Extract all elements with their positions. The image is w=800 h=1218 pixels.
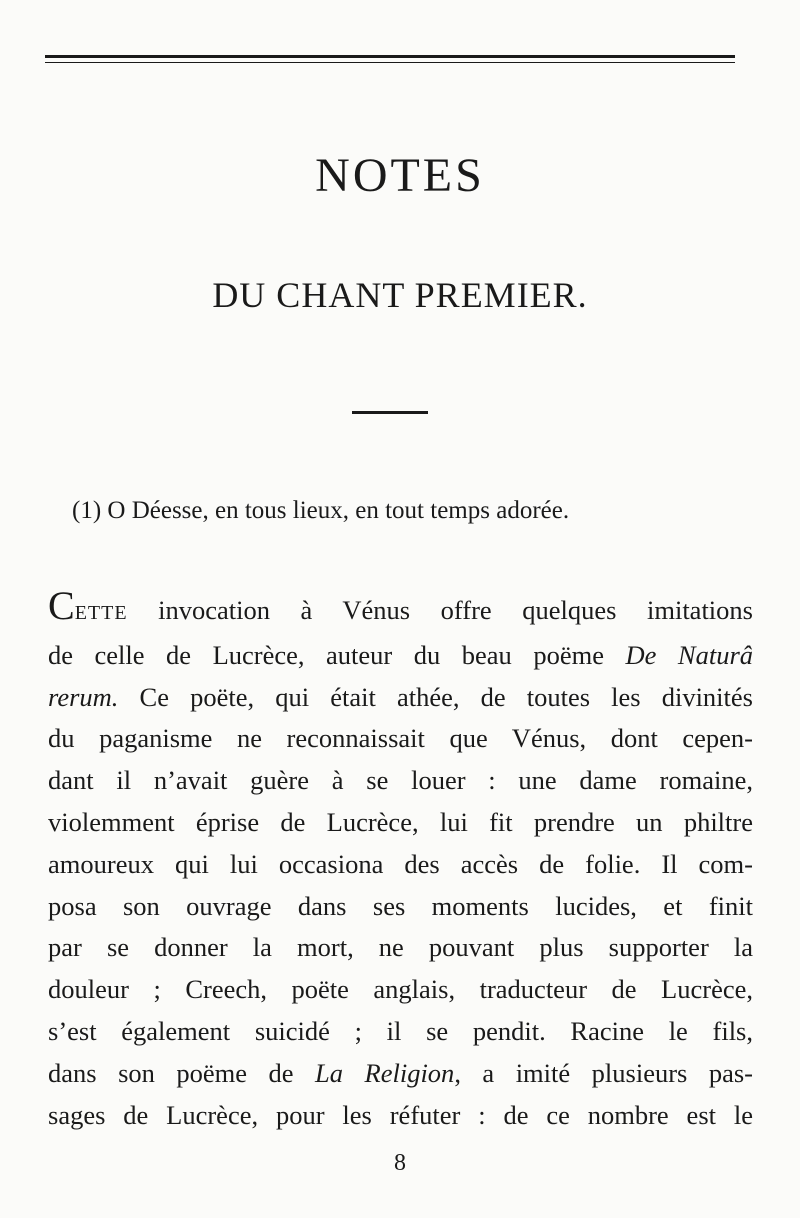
body-line-12: dans son poëme de La Religion, a imité plusieurs pas- (48, 1057, 753, 1088)
body-line-13: sages de Lucrèce, pour les réfuter : de ce nombre est le (48, 1099, 753, 1130)
body-line-5: dant il n’avait guère à se louer : une dame romaine, (48, 765, 753, 796)
body-line-11: s’est également suicidé ; il se pendit. Racine le fils, (48, 1015, 753, 1046)
page-subtitle: DU CHANT PREMIER. (212, 275, 588, 315)
body-line-3: rerum. Ce poëte, qui était athée, de toutes les divinités (48, 681, 753, 712)
header-rule-thick (45, 55, 735, 58)
body-line-6: violemment éprise de Lucrèce, lui fit prendre un philtre (48, 806, 753, 837)
body-line-10: douleur ; Creech, poëte anglais, traducteur de Lucrèce, (48, 974, 753, 1005)
italic-title: La Religion (315, 1057, 455, 1088)
page-title: NOTES (315, 149, 485, 202)
small-caps: ETTE (74, 602, 128, 624)
body-line-1: CETTE invocation à Vénus offre quelques imitations (48, 583, 753, 628)
page-number: 8 (394, 1150, 406, 1176)
note-body (48, 585, 753, 1136)
body-line-2: de celle de Lucrèce, auteur du beau poëme De Naturâ (48, 639, 754, 670)
body-line-8: posa son ouvrage dans ses moments lucides, et finit (48, 890, 753, 921)
body-line-9: par se donner la mort, ne pouvant plus supporter la (48, 932, 753, 963)
body-line-4: du paganisme ne reconnaissait que Vénus, dont cepen- (48, 723, 753, 754)
header-rule-thin (45, 62, 735, 63)
italic-title: De Naturâ (625, 639, 754, 670)
drop-cap: C (48, 583, 75, 628)
italic-title: rerum. (48, 681, 119, 712)
verse-reference: (1) O Déesse, en tous lieux, en tout temps adorée. (72, 497, 570, 524)
body-line-7: amoureux qui lui occasiona des accès de folie. Il com- (48, 848, 753, 879)
section-divider (352, 411, 428, 414)
